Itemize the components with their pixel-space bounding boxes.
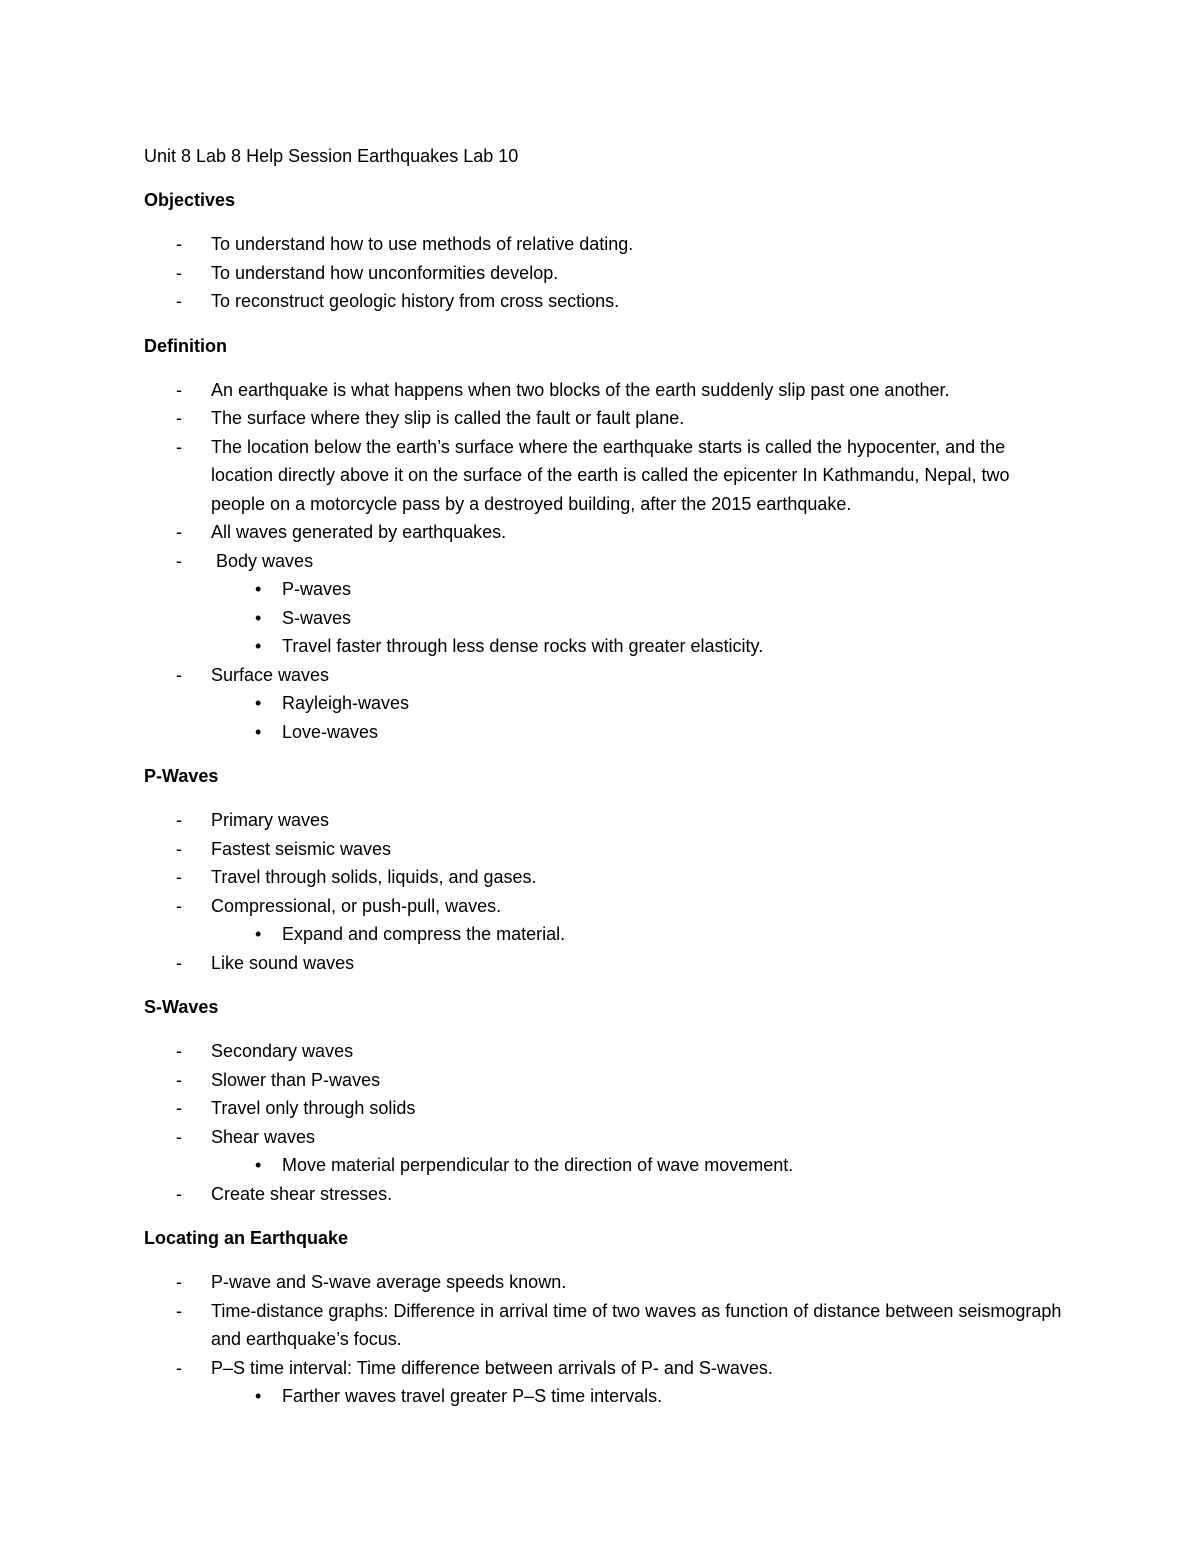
section-objectives	[144, 186, 1064, 316]
dash-marker: -	[176, 1126, 182, 1147]
bullet-item	[144, 1151, 1064, 1180]
bullet-marker: •	[255, 1386, 262, 1406]
list-item	[144, 259, 1064, 288]
list-item	[144, 547, 1064, 661]
list-item	[144, 376, 1064, 405]
bullet-item	[144, 604, 1064, 633]
list-item-text: To reconstruct geologic history from cross sections.	[211, 291, 620, 311]
section-heading: Objectives	[144, 190, 236, 210]
document-body	[144, 186, 1067, 1411]
dash-marker: -	[176, 550, 182, 571]
bullet-marker: •	[255, 636, 262, 656]
list-item-text: To understand how unconformities develop.	[211, 262, 559, 283]
bullet-item	[144, 689, 1064, 718]
list-item	[144, 892, 1064, 949]
dash-marker: -	[176, 664, 182, 685]
bullet-item-text: Move material perpendicular to the direction of wave movement.	[282, 1155, 794, 1175]
bullet-item-text: Travel faster through less dense rocks with greater elasticity.	[282, 636, 764, 656]
list-item-text: Slower than P-waves	[211, 1069, 381, 1090]
list-item	[144, 1123, 1064, 1180]
bullet-marker: •	[255, 1155, 262, 1175]
list-item	[144, 518, 1064, 547]
dash-marker: -	[176, 1357, 182, 1378]
dash-marker: -	[176, 291, 182, 311]
document-page	[144, 142, 1067, 1427]
list-item	[144, 404, 1064, 433]
list-item-text: Like sound waves	[211, 952, 355, 973]
bullet-marker: •	[255, 924, 262, 944]
list-item	[144, 1268, 1064, 1297]
list-item-text: To understand how to use methods of relative dating.	[211, 234, 634, 254]
dash-marker: -	[176, 1041, 182, 1061]
list-item	[144, 806, 1064, 835]
list-item	[144, 1066, 1064, 1095]
list-item-text: Travel through solids, liquids, and gases.	[211, 867, 537, 887]
list-item-text: An earthquake is what happens when two blocks of the earth suddenly slip past one another.	[211, 379, 950, 400]
bullet-item	[144, 1382, 1064, 1411]
dash-marker: -	[176, 436, 182, 457]
bullet-list	[144, 1151, 1064, 1180]
bullet-item	[144, 632, 1064, 661]
dash-marker: -	[176, 408, 182, 428]
section-heading: P-Waves	[144, 766, 219, 786]
bullet-item-text: Farther waves travel greater P–S time intervals.	[282, 1386, 663, 1406]
list-item	[144, 287, 1064, 316]
list-item	[144, 1354, 1064, 1411]
list-item-text: Surface waves	[211, 664, 330, 685]
list-item	[144, 230, 1064, 259]
list-item	[144, 661, 1064, 747]
dash-marker: -	[176, 1098, 182, 1118]
section-p-waves	[144, 762, 1064, 977]
dash-marker: -	[176, 262, 182, 283]
bullet-list	[144, 575, 1064, 661]
document-title: Unit 8 Lab 8 Help Session Earthquakes Lab 10	[144, 146, 519, 166]
dash-marker: -	[176, 810, 182, 830]
bullet-marker: •	[255, 693, 262, 713]
section-heading: S-Waves	[144, 997, 219, 1017]
list-item-text: Travel only through solids	[211, 1098, 416, 1118]
section-definition	[144, 332, 1064, 747]
section-heading: Definition	[144, 335, 227, 356]
bullet-item-text: S-waves	[282, 607, 352, 628]
list-item	[144, 835, 1064, 864]
dash-list	[144, 1268, 1067, 1411]
list-item	[144, 1094, 1064, 1123]
dash-marker: -	[176, 867, 182, 887]
bullet-list	[144, 1382, 1064, 1411]
list-item-text: Fastest seismic waves	[211, 838, 392, 859]
bullet-list	[144, 920, 1064, 949]
dash-marker: -	[176, 1183, 182, 1204]
bullet-item-text: Rayleigh-waves	[282, 693, 410, 713]
bullet-item-text: Expand and compress the material.	[282, 924, 566, 944]
bullet-item	[144, 920, 1064, 949]
bullet-item-text: Love-waves	[282, 721, 379, 742]
bullet-marker: •	[255, 579, 262, 599]
list-item	[144, 949, 1064, 978]
section-s-waves	[144, 993, 1064, 1208]
section-locating-an-earthquake	[144, 1224, 1067, 1411]
list-item	[144, 1180, 1064, 1209]
dash-list	[144, 376, 1064, 747]
list-item	[144, 433, 1064, 519]
dash-marker: -	[176, 838, 182, 859]
dash-marker: -	[176, 895, 182, 916]
list-item	[144, 1037, 1064, 1066]
bullet-item	[144, 718, 1064, 747]
section-heading: Locating an Earthquake	[144, 1228, 349, 1248]
dash-marker: -	[176, 234, 182, 254]
dash-list	[144, 230, 1064, 316]
list-item-text: All waves generated by earthquakes.	[211, 522, 507, 542]
bullet-marker: •	[255, 607, 262, 628]
list-item-text: Create shear stresses.	[211, 1183, 393, 1204]
list-item-text: P-wave and S-wave average speeds known.	[211, 1272, 567, 1292]
list-item-text: Shear waves	[211, 1126, 316, 1147]
dash-list	[144, 806, 1064, 977]
dash-marker: -	[176, 1069, 182, 1090]
list-item	[144, 863, 1064, 892]
list-item-text: Compressional, or push-pull, waves.	[211, 895, 502, 916]
dash-marker: -	[176, 522, 182, 542]
list-item-text: Time-distance graphs: Difference in arrival time of two waves as function of distance between seismograph and earthquake’s focus.	[211, 1300, 1067, 1349]
dash-marker: -	[176, 1300, 182, 1321]
list-item-text: Body waves	[211, 550, 314, 571]
dash-marker: -	[176, 1272, 182, 1292]
dash-marker: -	[176, 952, 182, 973]
bullet-marker: •	[255, 721, 262, 742]
dash-list	[144, 1037, 1064, 1208]
bullet-item	[144, 575, 1064, 604]
list-item-text: Primary waves	[211, 810, 330, 830]
dash-marker: -	[176, 379, 182, 400]
list-item	[144, 1297, 1067, 1354]
bullet-item-text: P-waves	[282, 579, 352, 599]
list-item-text: The surface where they slip is called the fault or fault plane.	[211, 408, 685, 428]
list-item-text: P–S time interval: Time difference between arrivals of P- and S-waves.	[211, 1357, 773, 1378]
list-item-text: The location below the earth’s surface where the earthquake starts is called the hypocenter, and the location directly above it on the surface of the earth is called the epicenter In Kathmandu, Nepal, two people on a motorcycle pass by a destroyed building, after the 2015 earthquake.	[211, 436, 1015, 514]
bullet-list	[144, 689, 1064, 746]
list-item-text: Secondary waves	[211, 1041, 354, 1061]
